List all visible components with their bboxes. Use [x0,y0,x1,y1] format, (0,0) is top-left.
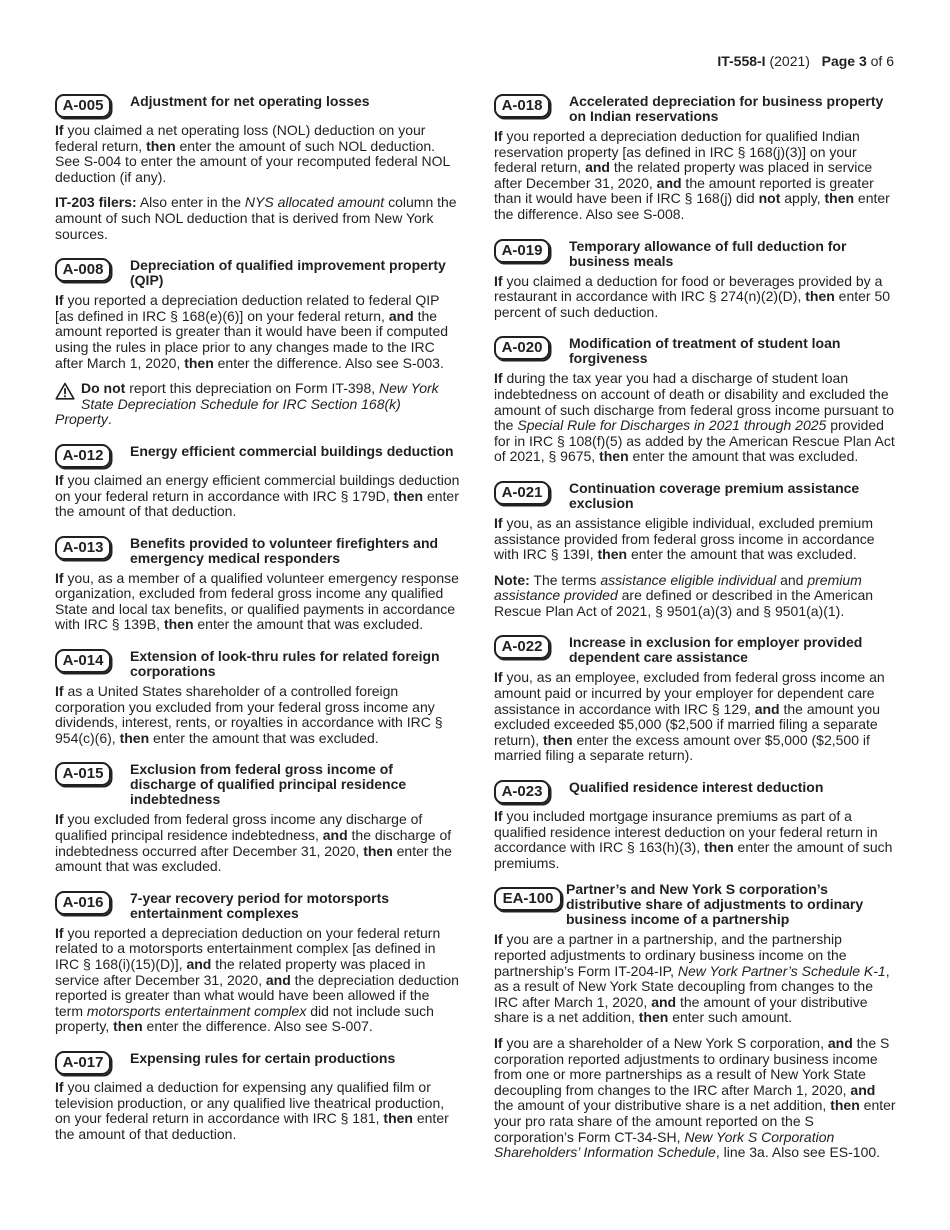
text-run: you claimed an energy efficient commercial buildings deduction on your federal return in accordance with IRC § 179D, [55,471,460,504]
emphasis-text: If [494,272,503,289]
instruction-text [55,926,460,1035]
text-run: and [776,571,808,588]
emphasis-text: then [113,1018,143,1035]
text-run: the amount you excluded exceeded $5,000 ($2,500 if married filing a separate return), [494,700,880,748]
page-label: Page 3 [821,53,867,69]
text-run: you claimed a net operating loss (NOL) deduction on your federal return, [55,122,426,154]
code-badge: A-005 [55,94,111,118]
emphasis-text: then [830,1097,860,1114]
emphasis-text: If [55,122,64,138]
warning-text [81,380,439,412]
text-run: enter your pro rata share of the amount reported on the S corporation’s Form CT-34-SH, [494,1097,896,1145]
italic-text: assistance eligible individual [600,571,777,588]
instruction-text [55,195,460,242]
text-run: enter 50 percent of such deduction. [494,288,891,320]
emphasis-text: then [805,288,835,305]
emphasis-text: then [146,137,176,154]
emphasis-text: and [656,174,682,191]
instruction-text [494,809,896,871]
text-run: you, as a member of a qualified volunteer emergency response organization, excluded from federal gross income any qualified State and local tax benefits, or qualified payments in accordance with IRC § 139B, [55,569,459,633]
section-a-008 [55,257,460,428]
text-run: during the tax year you had a discharge of student loan indebtedness on account of death or disability and excluded the amount of such discharge from federal gross income pursuant to the [494,370,894,434]
page-of: of 6 [870,53,894,69]
text-run: the amount reported is greater than it would have been if computed using the rules in place prior to any changes made to the IRC after March 1, 2020, [55,307,449,371]
instruction-text [494,274,896,321]
emphasis-text: then [383,1110,413,1127]
emphasis-text: If [494,931,503,948]
text-run: the discharge of indebtedness occurred after December 31, 2020, [55,827,452,859]
text-run: the amount of your distributive share is a net addition, [494,1097,831,1114]
text-run: , as a result of New York State decoupling from changes to the IRC after March 1, 2020, [494,962,890,1010]
emphasis-text: If [494,808,503,825]
section-a-019 [494,238,896,321]
warning-note [55,381,460,428]
page-header [717,53,894,70]
text-run: are defined or described in the American Rescue Plan Act of 2021, § 9501(a)(3) and § 9501(a)(1). [494,587,874,619]
instruction-text [494,932,896,1026]
section-title: Partner’s and New York S corporation’s distributive share of adjustments to ordinary business income of a partnership [566,881,864,928]
text-run: enter the difference. Also see S-003. [213,354,444,371]
warning-text-end [55,412,460,428]
code-badge: A-013 [55,536,111,560]
text-run: enter the excess amount over $5,000 ($2,500 if married filing a separate return). [494,731,870,764]
text-run: you are a partner in a partnership, and the partnership reported adjustments to ordinary business income on the partnership’s Form IT-204-IP, [494,931,847,979]
emphasis-text: If [494,1034,503,1051]
code-badge: A-023 [494,780,550,804]
emphasis-text: If [55,811,64,828]
text-run: report this depreciation on Form IT-398, [125,380,380,397]
form-number: IT-558-I [717,53,766,69]
emphasis-text: and [585,159,610,176]
section-a-013 [55,535,460,633]
italic-text: New York Partner’s Schedule K-1 [677,962,886,979]
section-a-018 [494,93,896,223]
emphasis-text: If [55,683,64,700]
emphasis-text: then [163,616,194,633]
section-title: Depreciation of qualified improvement property (QIP) [130,257,446,289]
text-run: enter such amount. [668,1009,793,1026]
section-title: Extension of look-thru rules for related foreign corporations [130,648,440,680]
section-title: 7-year recovery period for motorsports entertainment complexes [130,889,390,921]
section-title: Continuation coverage premium assistance exclusion [569,479,860,511]
italic-text: NYS allocated amount [244,194,385,211]
instruction-text [494,371,896,465]
section-a-014 [55,648,460,746]
code-badge: A-018 [494,94,550,118]
code-badge: A-019 [494,239,550,263]
section-title: Benefits provided to volunteer firefighters and emergency medical responders [130,534,439,566]
code-badge: A-017 [55,1051,111,1075]
section-ea-100 [494,881,896,1161]
emphasis-text: then [597,546,628,563]
code-badge: EA-100 [494,887,562,911]
text-run: you claimed a deduction for expensing any qualified film or television production, or any qualified live theatrical production, on your federal return in accordance with IRC § 181, [55,1078,445,1127]
text-run: enter the amount of that deduction. [55,1110,449,1142]
emphasis-text: and [827,1034,853,1051]
text-run: you are a shareholder of a New York S corporation, [502,1034,828,1051]
right-column [494,93,896,1176]
text-run: The terms [529,571,601,588]
text-run: enter the amount that was excluded. [193,616,424,633]
text-run: you claimed a deduction for food or beverages provided by a restaurant in accordance with IRC § 274(n)(2)(D), [494,272,883,305]
section-title: Modification of treatment of student loan forgiveness [569,335,841,367]
text-run: you excluded from federal gross income any discharge of qualified principal residence indebtedness, [55,811,423,844]
code-badge: A-020 [494,336,550,360]
instruction-text [55,473,460,520]
instruction-text [494,670,896,764]
emphasis-text: then [599,448,629,465]
text-run: . [107,411,112,428]
text-run: enter the amount that was excluded. [628,448,859,465]
section-title: Energy efficient commercial buildings deduction [130,442,454,459]
instruction-text [55,571,460,633]
section-title: Expensing rules for certain productions [130,1049,396,1066]
emphasis-text: then [184,354,214,371]
text-run: Also enter in the [136,194,245,211]
warning-icon [55,382,75,400]
text-run: enter the amount that was excluded. [55,842,452,875]
section-a-021 [494,480,896,620]
text-run: the amount of your distributive share is a net addition, [494,993,868,1026]
text-run: did not include such property, [55,1002,434,1035]
code-badge: A-012 [55,444,111,468]
text-run: enter the difference. Also see S-007. [142,1018,373,1035]
code-badge: A-015 [55,762,111,786]
emphasis-text: and [322,827,348,844]
emphasis-text: IT-203 filers: [55,194,137,211]
italic-text: New York State Depreciation Schedule for IRC Section 168(k) [81,380,439,412]
emphasis-text: If [494,128,503,144]
section-title: Exclusion from federal gross income of discharge of qualified principal residence indebtedness [130,761,407,808]
code-badge: A-008 [55,258,111,282]
emphasis-text: then [638,1009,669,1026]
text-run: the depreciation deduction reported is greater than what would have been allowed if the term [55,971,459,1019]
emphasis-text: and [754,700,780,717]
code-badge: A-014 [55,649,111,673]
instruction-text [55,293,460,371]
emphasis-text: Do not [81,380,126,397]
emphasis-text: If [494,514,503,531]
section-a-020 [494,335,896,465]
text-run: the related property was placed in service after December 31, 2020, [494,159,873,191]
emphasis-text: and [850,1081,876,1098]
emphasis-text: Note: [494,571,530,588]
section-a-016 [55,890,460,1035]
emphasis-text: then [363,842,393,859]
text-run: apply, [780,190,825,207]
code-badge: A-021 [494,481,550,505]
section-title: Increase in exclusion for employer provided dependent care assistance [569,634,863,666]
section-a-005 [55,93,460,242]
text-run: you included mortgage insurance premiums as part of a qualified residence interest deduction on your federal return in accordance with IRC § 163(h)(3), [494,808,878,856]
emphasis-text: and [388,307,414,324]
instruction-text [55,812,460,874]
text-run: column the amount of such NOL deduction that is derived from New York sources. [55,194,457,242]
section-title: Accelerated depreciation for business property on Indian reservations [569,93,884,124]
emphasis-text: If [55,1078,64,1095]
emphasis-text: then [119,729,150,746]
text-run: you reported a depreciation deduction for qualified Indian reservation property [as defined in IRC § 168(j)(3)] on your federal return, [494,128,860,176]
code-badge: A-016 [55,891,111,915]
text-run: the amount reported is greater than it would have been if IRC § 168(j) did [494,174,874,207]
italic-text: Special Rule for Discharges in 2021 through 2025 [517,417,827,434]
emphasis-text: If [55,569,64,586]
emphasis-text: then [393,487,424,504]
text-run: provided for in IRC § 108(f)(5) as added by the American Rescue Plan Act of 2021, § 9675, [494,417,895,465]
text-run: enter the amount of such premiums. [494,839,893,871]
text-run: enter the amount of that deduction. [55,487,459,520]
emphasis-text: then [704,839,734,856]
text-run: you, as an assistance eligible individual, excluded premium assistance provided from federal gross income in accordance with IRC § 139I, [494,514,875,563]
emphasis-text: then [824,190,855,207]
text-run: , line 3a. Also see ES-100. [715,1144,881,1161]
instruction-text [494,516,896,563]
emphasis-text: If [494,669,503,686]
emphasis-text: then [543,731,573,748]
instruction-text [55,123,460,185]
emphasis-text: and [651,993,677,1010]
text-run: as a United States shareholder of a controlled foreign corporation you excluded from your federal gross income any dividends, interest, rents, or royalties in accordance with IRC § 954(c)(6), [55,683,443,746]
emphasis-text: If [55,471,64,488]
text-run: enter the difference. Also see S-008. [494,190,890,222]
left-column [55,93,460,1157]
tax-year: (2021) [769,53,810,69]
text-run: enter the amount of such NOL deduction. See S-004 to enter the amount of your recomputed federal NOL deduction (if any). [55,137,450,185]
emphasis-text: and [186,956,212,972]
code-badge: A-022 [494,635,550,659]
emphasis-text: not [758,190,781,207]
text-run: the related property was placed in service after December 31, 2020, [55,956,426,988]
instruction-text [55,1080,460,1142]
italic-text: motorsports entertainment complex [86,1002,307,1019]
section-title: Adjustment for net operating losses [130,93,370,109]
text-run: the S corporation reported adjustments to ordinary business income from one or more partnerships as a result of New York State decoupling from changes to the IRC after March 1, 2020, [494,1034,890,1098]
section-a-012 [55,443,460,520]
italic-text: premium assistance provided [494,571,862,604]
emphasis-text: and [265,971,291,988]
section-a-023 [494,779,896,871]
section-a-015 [55,761,460,874]
note-text [494,573,896,620]
section-title: Temporary allowance of full deduction for business meals [569,237,847,269]
text-run: you reported a depreciation deduction on your federal return related to a motorsports entertainment complex [as defined in IRC § 168(i)(15)(D)], [55,924,441,972]
text-run: enter the amount that was excluded. [149,729,379,746]
text-run: enter the amount that was excluded. [627,546,857,563]
italic-text: Property [55,411,108,428]
section-a-017 [55,1050,460,1142]
emphasis-text: If [55,292,64,309]
section-a-022 [494,634,896,764]
emphasis-text: If [494,370,503,387]
instruction-text [55,684,460,746]
instruction-text [494,1036,896,1161]
instruction-text [494,129,896,223]
italic-text: New York S Corporation Shareholders’ Information Schedule [494,1128,835,1161]
emphasis-text: If [55,924,64,941]
text-run: you reported a depreciation deduction related to federal QIP [as defined in IRC § 168(e)(6)] on your federal return, [55,292,440,324]
text-run: you, as an employee, excluded from federal gross income an amount paid or incurred by your employer for dependent care assistance in accordance with IRC § 129, [494,669,885,717]
section-title: Qualified residence interest deduction [569,779,824,796]
